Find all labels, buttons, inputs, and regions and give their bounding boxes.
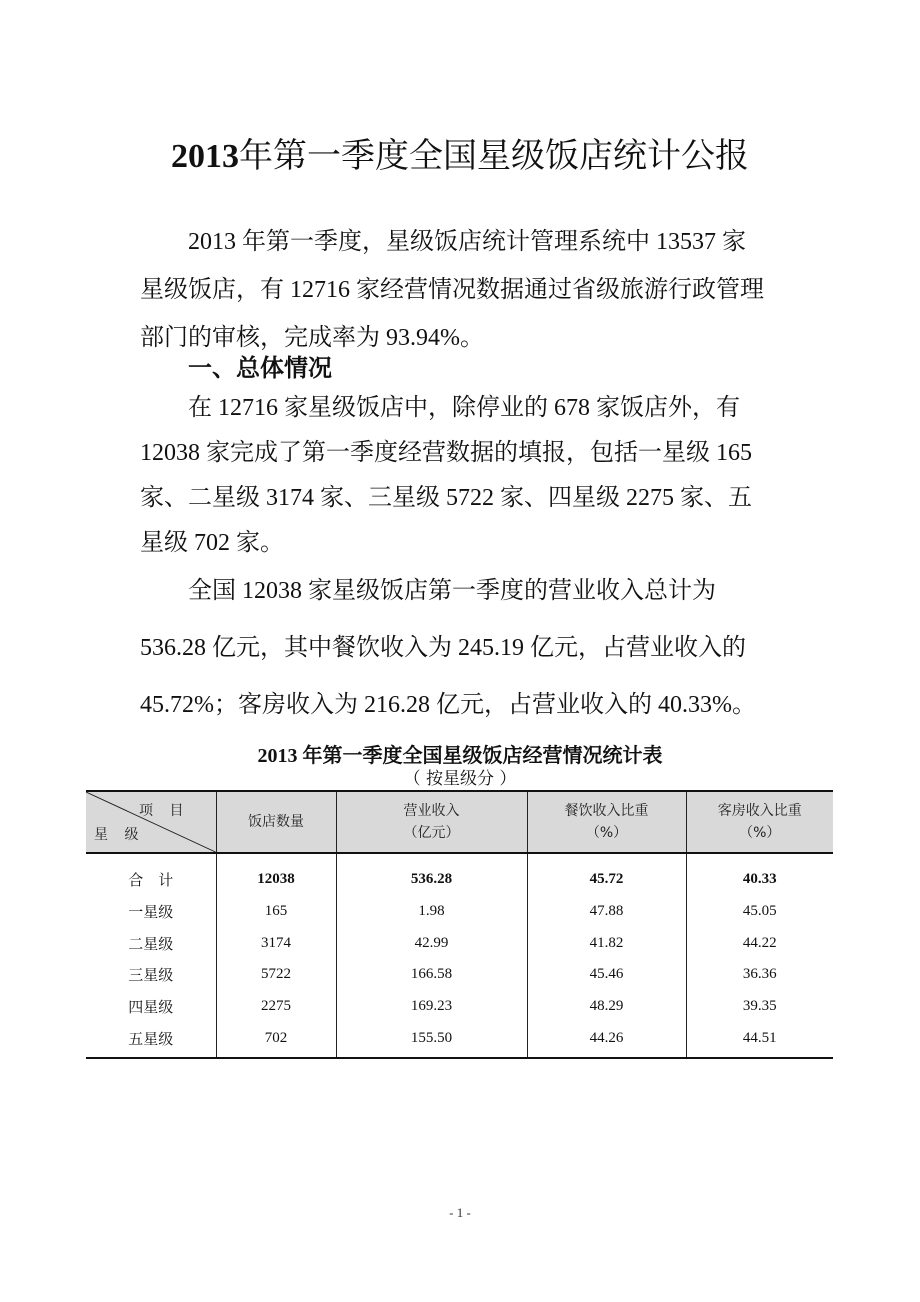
cell-food-pct: 45.46: [527, 959, 686, 991]
cell-count: 165: [216, 896, 336, 928]
cell-room-pct: 39.35: [686, 991, 833, 1023]
header-revenue: 营业收入 （亿元）: [336, 791, 527, 853]
cell-revenue: 42.99: [336, 927, 527, 959]
table-row: [86, 959, 833, 991]
cell-room-pct: 40.33: [686, 853, 833, 896]
cell-revenue: 155.50: [336, 1022, 527, 1058]
cell-food-pct: 44.26: [527, 1022, 686, 1058]
title-year: 2013: [171, 138, 239, 175]
text-line: 星级饭店，有 12716 家经营情况数据通过省级旅游行政管理: [140, 277, 764, 303]
cell-revenue: 166.58: [336, 959, 527, 991]
header-hotel-count: 饭店数量: [216, 791, 336, 853]
row-label: 五星级: [86, 1022, 216, 1058]
cell-revenue: 536.28: [336, 853, 527, 896]
overview-paragraph: [140, 386, 790, 566]
cell-count: 3174: [216, 927, 336, 959]
section-heading: 一、总体情况: [188, 354, 332, 382]
revenue-paragraph: [140, 563, 790, 734]
cell-food-pct: 41.82: [527, 927, 686, 959]
cell-count: 12038: [216, 853, 336, 896]
text-line: 部门的审核，完成率为 93.94%。: [140, 325, 484, 351]
cell-revenue: 169.23: [336, 991, 527, 1023]
cell-room-pct: 44.51: [686, 1022, 833, 1058]
cell-count: 2275: [216, 991, 336, 1023]
header-food-share: 餐饮收入比重 （%）: [527, 791, 686, 853]
row-label: 四星级: [128, 1000, 174, 1017]
cell-count: 5722: [216, 959, 336, 991]
cell-food-pct: 48.29: [527, 991, 686, 1023]
table-header-row: [86, 791, 833, 853]
cell-food-pct: 45.72: [527, 853, 686, 896]
table-row-total: [86, 853, 833, 896]
text-line: 全国 12038 家星级饭店第一季度的营业收入总计为: [140, 578, 716, 604]
header-room-share: 客房收入比重 （%）: [686, 791, 833, 853]
text-line: 在 12716 家星级饭店中，除停业的 678 家饭店外，有: [140, 395, 740, 421]
intro-paragraph: [140, 218, 790, 362]
table-row: [86, 927, 833, 959]
table-subtitle: （ 按星级分 ）: [403, 769, 517, 789]
page-number: - 1 -: [449, 1205, 471, 1220]
row-label: 一星级: [128, 905, 174, 922]
text-line: 家、二星级 3174 家、三星级 5722 家、四星级 2275 家、五: [140, 485, 752, 511]
corner-label-star: 星 级: [94, 827, 145, 843]
stats-table: [86, 790, 833, 1059]
row-label: 合 计: [128, 873, 174, 890]
corner-header-cell: [86, 791, 216, 853]
row-label: 二星级: [128, 936, 174, 953]
text-line: 536.28 亿元，其中餐饮收入为 245.19 亿元，占营业收入的: [140, 635, 746, 661]
text-line: 2013 年第一季度，星级饭店统计管理系统中 13537 家: [140, 229, 746, 255]
cell-room-pct: 36.36: [686, 959, 833, 991]
table-row: [86, 1022, 833, 1058]
text-line: 12038 家完成了第一季度经营数据的填报，包括一星级 165: [140, 440, 752, 466]
cell-revenue: 1.98: [336, 896, 527, 928]
table-title: 2013 年第一季度全国星级饭店经营情况统计表: [257, 745, 663, 767]
text-line: 星级 702 家。: [140, 530, 284, 556]
row-label: 三星级: [128, 968, 174, 985]
title-text: 年第一季度全国星级饭店统计公报: [239, 138, 749, 175]
page-title: [0, 132, 920, 182]
cell-room-pct: 44.22: [686, 927, 833, 959]
cell-count: 702: [216, 1022, 336, 1058]
cell-room-pct: 45.05: [686, 896, 833, 928]
cell-food-pct: 47.88: [527, 896, 686, 928]
corner-label-item: 项 目: [139, 803, 190, 819]
text-line: 45.72%；客房收入为 216.28 亿元，占营业收入的 40.33%。: [140, 692, 756, 718]
table-row: [86, 991, 833, 1023]
table-row: [86, 896, 833, 928]
